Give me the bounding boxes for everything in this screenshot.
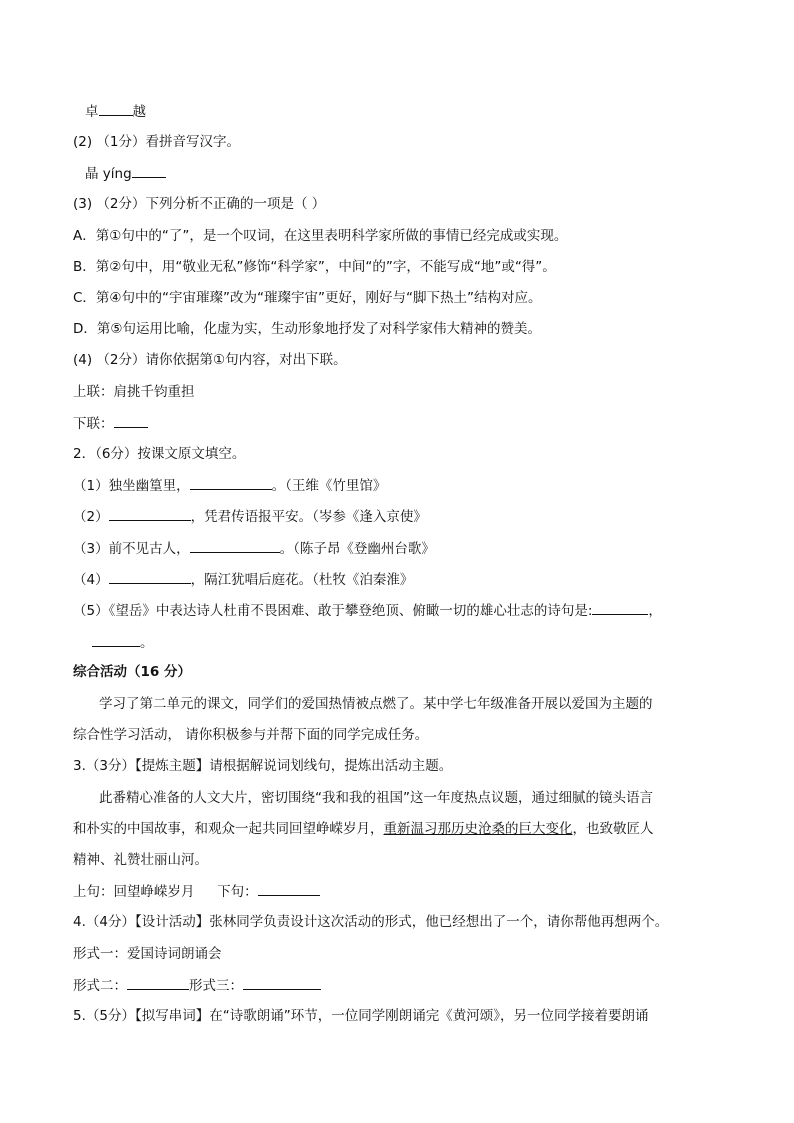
q3-heading	[73, 756, 452, 776]
q4-tag: 【设计活动】	[134, 914, 210, 930]
q3-answer-up: 上句：回望峥嵘岁月	[73, 884, 195, 900]
q3-text: 请根据解说词划线句，提炼出活动主题。	[209, 758, 453, 774]
q4-number: 4.（4分）	[73, 914, 135, 930]
q1-part2	[73, 132, 240, 152]
section-title: 综合活动（16 分）	[73, 664, 191, 680]
q4-heading	[73, 912, 668, 932]
q1-part2-pinyin	[85, 163, 166, 184]
q2-l1-post: 。（王维《竹里馆》	[271, 478, 387, 494]
q5-heading	[73, 1006, 648, 1026]
q3-passage-1: 此番精心准备的人文大片，密切围绕“我和我的祖国”这一年度热点议题，通过细腻的镜头语言	[99, 790, 653, 806]
part3-text: （2分）下列分析不正确的一项是（ ）	[96, 196, 326, 212]
q3-underlined-sentence: 重新温习那历史沧桑的巨大变化	[383, 821, 573, 837]
zhuo-char: 卓	[85, 104, 99, 120]
q4-form2-3	[73, 975, 321, 996]
option-d: D．第⑤句运用比喻，化虚为实，生动形象地抒发了对科学家伟大精神的赞美。	[73, 321, 541, 337]
q2-l5-pre: （5）《望岳》中表达诗人杜甫不畏困难、敢于攀登绝顶、俯瞰一切的雄心壮志的诗句是:	[73, 603, 593, 619]
q4-form1: 形式一：爱国诗词朗诵会	[73, 946, 222, 962]
q2-l5-end: 。	[140, 635, 154, 651]
xialian-blank[interactable]	[114, 413, 148, 428]
q4-text: 张林同学负责设计这次活动的形式，他已经想出了一个，请你帮他再想两个。	[209, 914, 669, 930]
part3-number: (3)	[73, 196, 93, 212]
q3-answer	[73, 881, 320, 902]
section-intro-2: 综合性学习活动， 请你积极参与并帮下面的同学完成任务。	[73, 727, 429, 743]
q3-p2-pre: 和朴实的中国故事，和观众一起共同回望峥嵘岁月，	[73, 821, 384, 837]
xialian-label: 下联：	[73, 416, 114, 432]
q2-l3-post: 。（陈子昂《登幽州台歌》	[279, 541, 435, 557]
q3-passage-2	[73, 819, 654, 839]
q2-l5-comma: ，	[648, 603, 662, 619]
q2-l3-blank[interactable]	[190, 538, 280, 553]
q2-l2-blank[interactable]	[109, 506, 191, 521]
q3-number: 3.（3分）	[73, 758, 135, 774]
q2-l4-blank[interactable]	[109, 569, 191, 584]
q2-l3-pre: （3）前不见古人，	[73, 541, 190, 557]
q2-line2	[73, 506, 427, 527]
q1-part3	[73, 194, 325, 214]
part4-number: (4)	[73, 352, 93, 368]
q3-passage-3: 精神、礼赞壮丽山河。	[73, 852, 208, 868]
q2-line5-cont	[92, 632, 154, 653]
q3-answer-down: 下句：	[217, 884, 258, 900]
xialian	[73, 413, 148, 434]
zhuoyue-blank[interactable]	[99, 101, 133, 116]
q5-text: 在“诗歌朗诵”环节，一位同学刚朗诵完《黄河颂》，另一位同学接着要朗诵	[209, 1008, 649, 1024]
shanglian: 上联：肩挑千钧重担	[73, 384, 195, 400]
q2-l4-post: ，隔江犹唱后庭花。（杜牧《泊秦淮》	[190, 572, 414, 588]
q4-form2-blank[interactable]	[127, 975, 189, 990]
q2-l5-blank1[interactable]	[592, 600, 648, 615]
q2-l1-pre: （1）独坐幽篁里，	[73, 478, 190, 494]
q2-title: 2．（6分）按课文原文填空。	[73, 446, 246, 462]
q2-l4-pre: （4）	[73, 572, 109, 588]
q2-line4	[73, 569, 413, 590]
option-a: A．第①句中的“了”，是一个叹词，在这里表明科学家所做的事情已经完成或实现。	[73, 228, 568, 244]
q2-line3	[73, 538, 435, 559]
q2-line5	[73, 600, 662, 621]
q5-number: 5.（5分）	[73, 1008, 135, 1024]
q3-answer-blank[interactable]	[258, 881, 320, 896]
q3-tag: 【提炼主题】	[134, 758, 210, 774]
q3-p2-post: ，也致敬匠人	[572, 821, 654, 837]
q4-form3-label: 形式三：	[189, 978, 243, 994]
section-intro-1: 学习了第二单元的课文，同学们的爱国热情被点燃了。某中学七年级准备开展以爱国为主题的	[99, 696, 653, 712]
yue-char: 越	[132, 104, 146, 120]
q2-l1-blank[interactable]	[190, 475, 272, 490]
option-b: B．第②句中，用“敬业无私”修饰“科学家”，中间“的”字，不能写成“地”或“得”。	[73, 259, 556, 275]
q1-part4	[73, 350, 347, 370]
part2-text: （1分）看拼音写汉字。	[96, 134, 241, 150]
q1-blank-zhuoyue	[85, 101, 146, 122]
q5-tag: 【拟写串词】	[134, 1008, 210, 1024]
option-c: C．第④句中的“宇宙璀璨”改为“璀璨宇宙”更好，刚好与“脚下热土”结构对应。	[73, 290, 542, 306]
q2-l5-blank2[interactable]	[92, 632, 140, 647]
part4-text: （2分）请你依据第①句内容，对出下联。	[96, 352, 347, 368]
q2-l2-post: ，凭君传语报平安。（岑参《逢入京使》	[190, 509, 427, 525]
part2-number: (2)	[73, 134, 93, 150]
pinyin-prompt: 晶 yíng	[85, 166, 132, 182]
q2-line1	[73, 475, 386, 496]
pinyin-blank[interactable]	[132, 163, 166, 178]
q4-form3-blank[interactable]	[243, 975, 321, 990]
q2-l2-pre: （2）	[73, 509, 109, 525]
q4-form2-label: 形式二：	[73, 978, 127, 994]
